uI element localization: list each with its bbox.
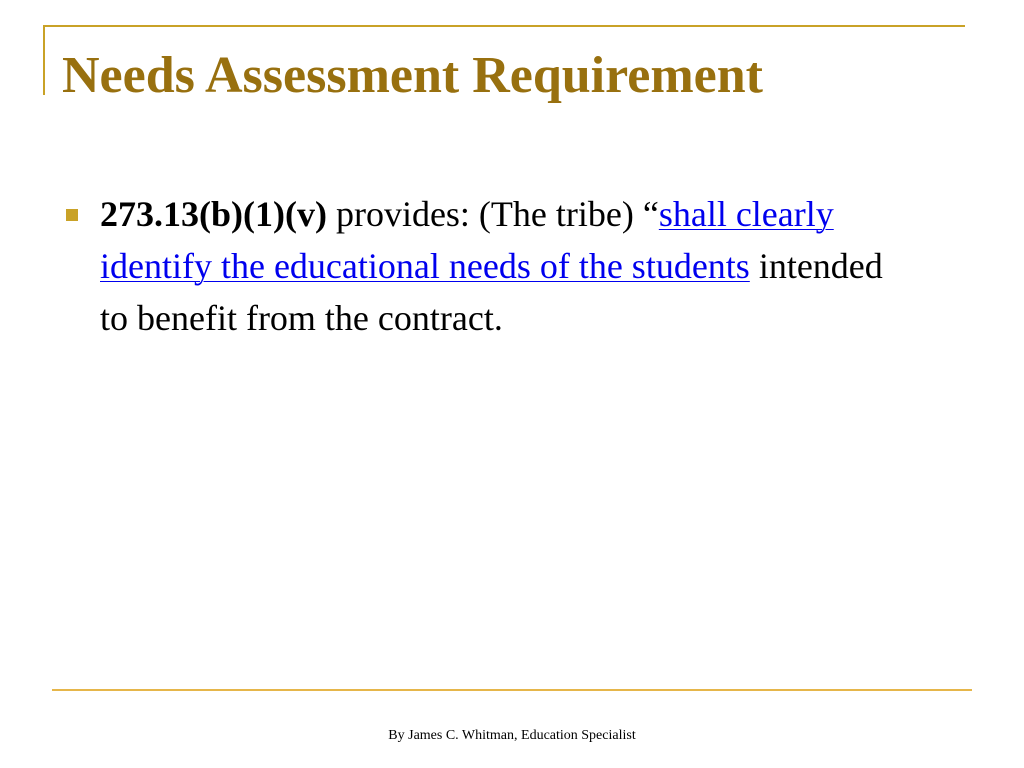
square-bullet-icon <box>66 209 78 221</box>
bullet-trailing-text: intended to benefit from the contract. <box>100 246 883 338</box>
bullet-lead-text: provides: (The tribe) “ <box>326 194 659 234</box>
frame-left-line <box>43 25 45 95</box>
slide-title: Needs Assessment Requirement <box>62 47 763 104</box>
frame-top-line <box>43 25 965 27</box>
bullet-list <box>64 188 894 344</box>
footer-rule <box>52 689 972 691</box>
regulation-citation: 273.13(b)(1)(v) <box>100 194 327 234</box>
bullet-item <box>64 188 894 344</box>
quoted-requirement-link[interactable]: shall clearly identify the educational needs of the students <box>100 194 834 286</box>
footer-credit <box>0 727 1024 745</box>
footer-credit-text: By James C. Whitman, Education Specialist <box>388 728 636 743</box>
